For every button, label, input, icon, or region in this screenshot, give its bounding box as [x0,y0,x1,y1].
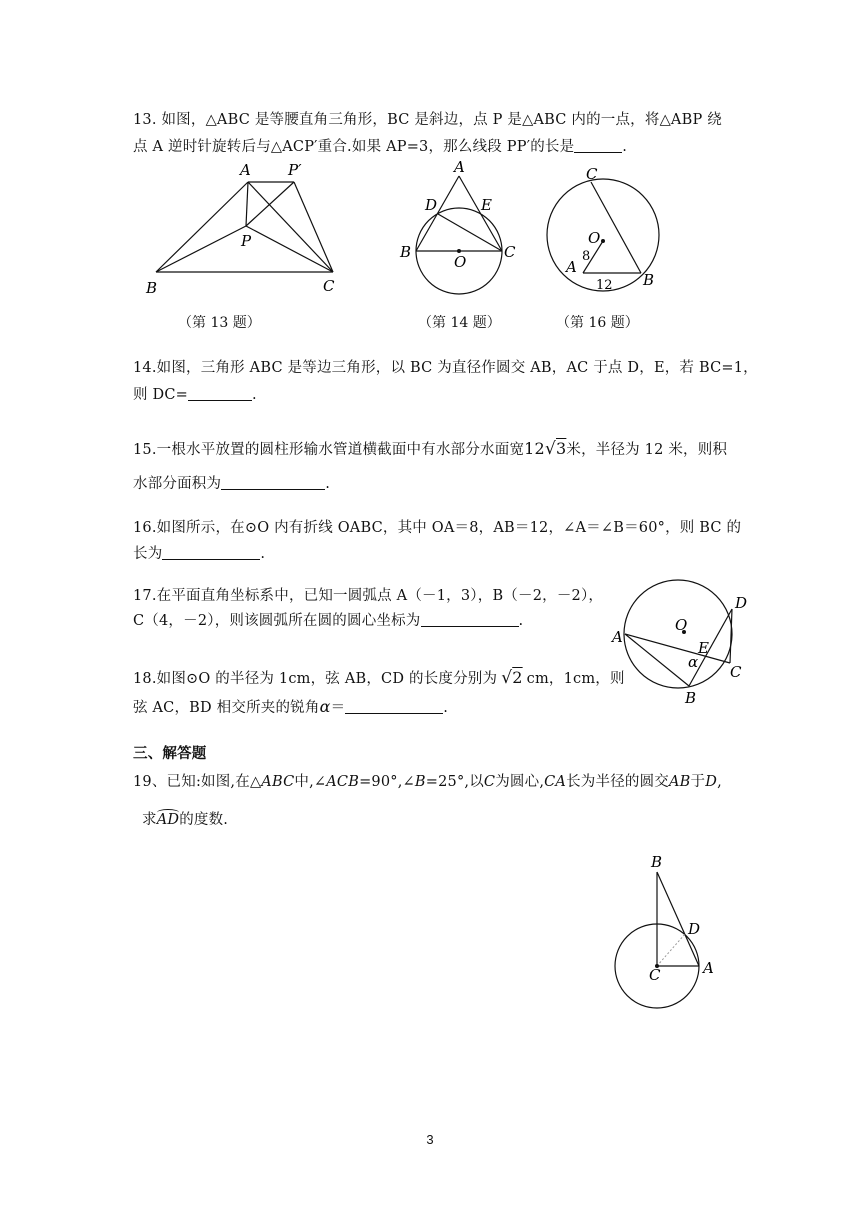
q13-line2 [133,135,627,156]
q19-abc: ABC [261,774,295,790]
q17-line2-text: C（4，－2），则该圆弧所在圆的圆心坐标为 [133,613,421,629]
q14-caption: （第 14 题） [418,315,501,331]
q18-radicand: 2 [512,668,523,687]
fig14-label-b: B [400,243,412,261]
q19-text-g: 于 [690,774,706,790]
page-number: 3 [426,1132,434,1147]
sqrt-symbol: √ [501,668,513,688]
q18-line1 [133,667,625,688]
fig16-label-b: B [643,271,655,289]
q14-line2-text: 则 DC= [133,387,188,403]
fig16-label-o: O [588,229,601,247]
fig13-label-c: C [323,277,335,295]
q14-line2 [133,383,257,404]
fig13-line-ap [246,182,248,226]
q19-text-c: =90°,∠ [359,774,415,790]
fig13-label-p-prime: P′ [288,161,302,179]
fig18-label-b: B [685,689,697,707]
fig16-label-ab: 12 [596,278,613,293]
q16-line2-end: . [260,546,266,562]
fig19-label-a: A [703,959,714,977]
fig14-label-o: O [454,253,467,271]
q16-caption: （第 16 题） [556,315,639,331]
fig14-label-c: C [504,243,516,261]
fig18-label-d: D [735,594,748,612]
q19-ca: CA [544,774,567,790]
q18-line1-a: 18.如图⊙O 的半径为 1cm，弦 AB，CD 的长度分别为 [133,671,498,687]
fig16-label-a: A [566,258,577,276]
fig14-line-ab [416,176,459,251]
q19-text-b: 中,∠ [294,774,327,790]
q15-line1-a: 15.一根水平放置的圆柱形输水管道横截面中有水部分水面宽 [133,442,525,458]
fig18-line-ac [625,634,730,663]
q19-text-d: =25°,以 [425,774,484,790]
fig18-label-a: A [612,628,623,646]
fig14-label-a: A [454,158,465,176]
fig13-line-ac [248,182,333,272]
q16-line1: 16.如图所示，在⊙O 内有折线 OABC，其中 OA＝8，AB＝12，∠A＝∠B＝60°，则 BC 的 [133,520,742,536]
fig18-label-o: O [675,616,688,634]
fig14-label-e: E [481,196,492,214]
figure-18 [608,578,758,713]
figure-13 [140,158,355,298]
fig16-label-oa: 8 [582,249,591,264]
fig13-line-ab [156,182,248,272]
q18-line2-text: 弦 AC，BD 相交所夹的锐角 [133,700,320,716]
fig13-line-pc [246,226,333,272]
q19-c: C [483,774,496,790]
q19-line2-a: 求 [142,812,157,828]
fig18-line-ab [625,634,689,686]
fig19-line-ba [657,872,699,966]
q19-line2-b: 的度数. [179,812,229,828]
q16-answer-blank [162,545,260,560]
fig13-label-p: P [241,232,252,250]
q15-line1-b: 米，半径为 12 米，则积 [566,442,728,458]
q18-line2 [133,696,448,717]
fig18-label-e: E [698,639,709,657]
q19-acb: ACB [326,774,360,790]
fig19-line-cd [657,934,685,966]
sqrt-symbol: √ [544,439,556,459]
q16-line2-text: 长为 [133,546,163,562]
q18-line2-end: . [443,700,449,716]
q19-line2 [142,808,228,829]
q19-text-h: , [717,774,722,790]
q15-radicand: 3 [555,439,567,458]
q13-caption: （第 13 题） [178,315,261,331]
q13-line2-end: . [622,139,628,155]
q16-line2 [133,542,265,563]
q15-line1 [133,438,727,459]
fig16-label-c: C [586,165,598,183]
q15-answer-blank [221,475,325,490]
figure-14 [395,158,525,298]
q17-line2-end: . [518,613,524,629]
section-3-heading: 三、解答题 [133,745,207,762]
q15-width-number: 12 [524,439,545,458]
fig16-line-bc [591,182,641,273]
fig19-label-b: B [651,853,663,871]
q14-line2-end: . [251,387,257,403]
q19-text-f: 长为半径的圆交 [566,774,670,790]
q14-answer-blank [188,386,252,401]
fig18-label-c: C [730,663,742,681]
fig19-label-c: C [649,966,661,984]
q18-equals: ＝ [330,700,346,716]
fig18-label-alpha: α [688,653,699,671]
q19-line1 [133,770,722,791]
q14-line1: 14.如图，三角形 ABC 是等边三角形，以 BC 为直径作圆交 AB，AC 于点 D，E，若 BC=1， [133,360,758,376]
q18-line1-b: cm，1cm，则 [526,671,625,687]
q17-answer-blank [421,612,519,627]
q19-text-e: 为圆心, [495,774,545,790]
fig13-label-a: A [240,161,251,179]
fig18-circle [624,580,732,688]
fig14-line-dc [438,214,502,251]
fig16-center-dot [601,239,605,243]
q18-alpha: α [319,697,331,716]
q15-line2 [133,472,330,493]
fig18-line-bd [689,609,732,686]
figure-16 [542,163,667,303]
fig13-label-b: B [146,279,158,297]
q13-line2-text: 点 A 逆时针旋转后与△ACP′重合.如果 AP=3，那么线段 PP′的长是 [133,139,575,155]
q19-b: B [414,774,426,790]
q13-answer-blank [574,138,622,153]
q18-answer-blank [345,699,443,714]
q19-ab: AB [669,774,691,790]
q15-line2-text: 水部分面积为 [133,476,222,492]
q17-line2 [133,609,523,630]
q19-text-a: 19、已知:如图,在△ [133,774,262,790]
q13-line1: 13. 如图，△ABC 是等腰直角三角形，BC 是斜边，点 P 是△ABC 内的一点，将△ABP 绕 [133,112,722,128]
fig13-line-bp [156,226,246,272]
q19-d: D [705,774,718,790]
figure-19 [605,852,725,1012]
fig19-label-d: D [688,920,701,938]
fig14-label-d: D [425,196,438,214]
fig13-line-ppp [246,182,294,226]
q19-arc-ad: AD [156,812,180,828]
q17-line1: 17.在平面直角坐标系中，已知一圆弧点 A（－1，3），B（－2，－2）， [133,588,604,604]
q15-line2-end: . [325,476,331,492]
fig13-line-ppc [294,182,333,272]
